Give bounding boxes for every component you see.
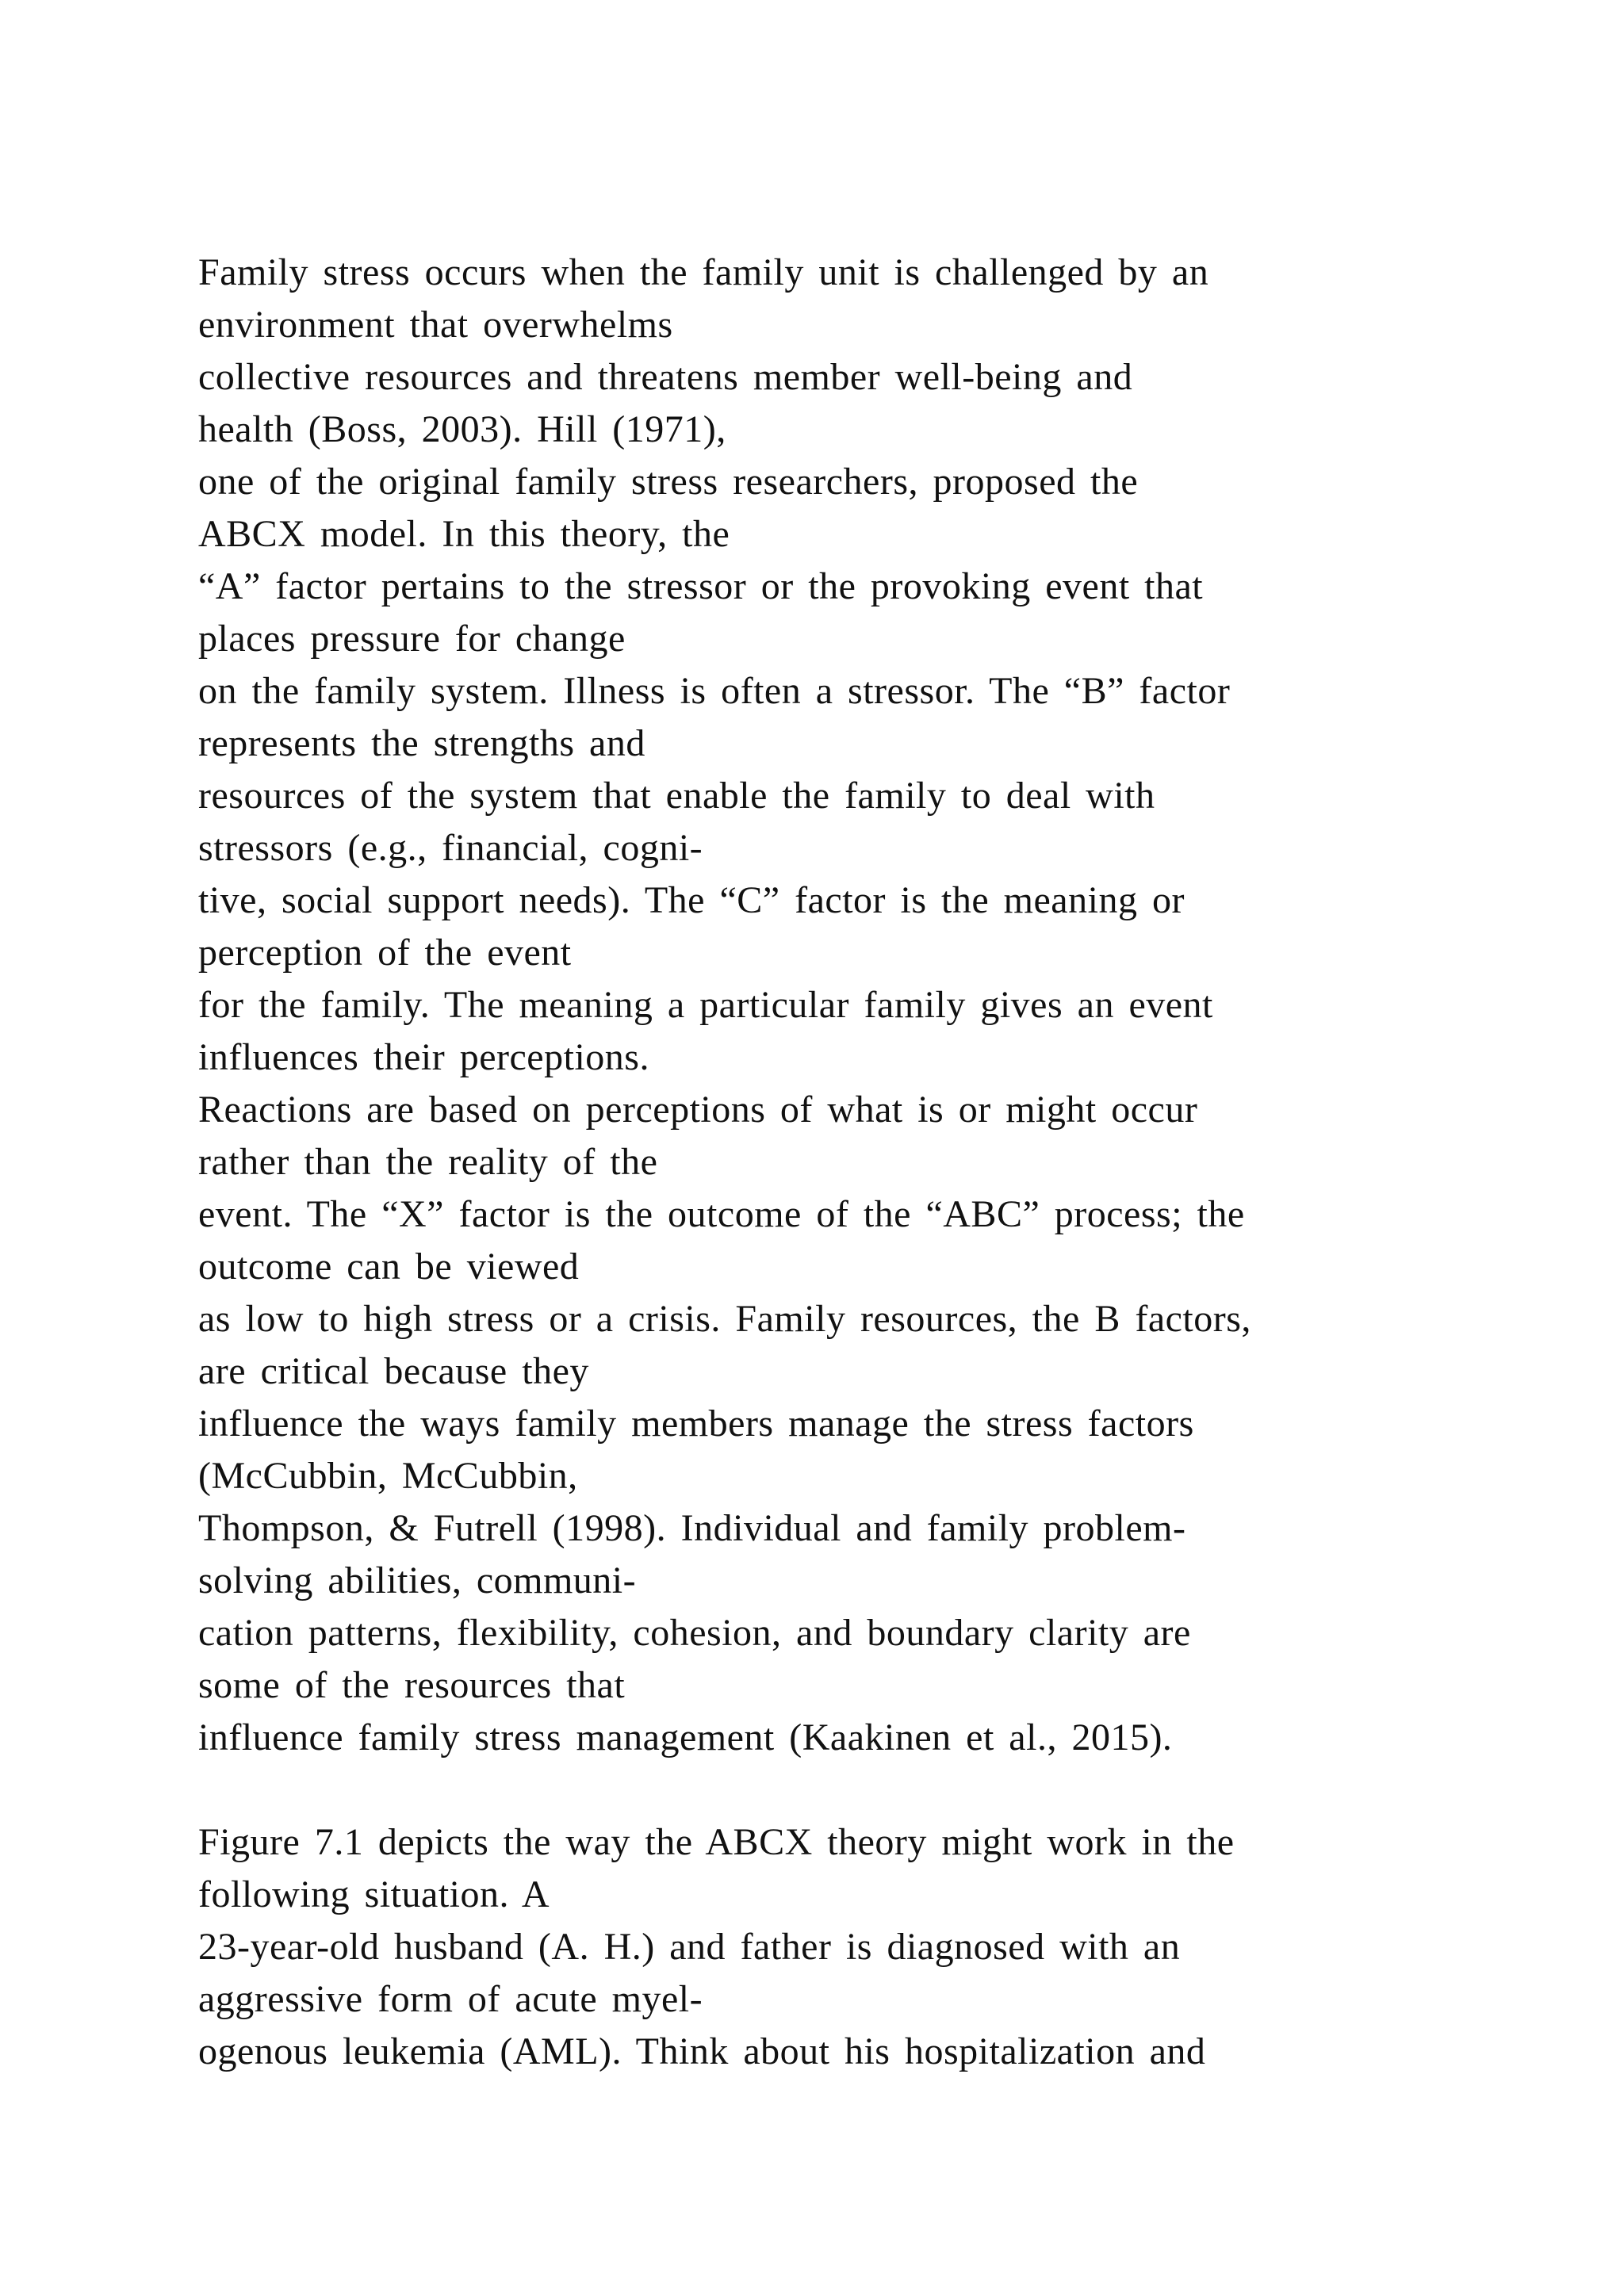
text-line: (McCubbin, McCubbin, (198, 1455, 578, 1497)
text-line: environment that overwhelms (198, 304, 673, 346)
text-line: ogenous leukemia (AML). Think about his hospitalization and (198, 2030, 1206, 2072)
text-line: ABCX model. In this theory, the (198, 513, 730, 555)
text-line: as low to high stress or a crisis. Family resources, the B factors, (198, 1298, 1251, 1340)
text-line: collective resources and threatens member well-being and (198, 356, 1133, 398)
text-line: aggressive form of acute myel- (198, 1978, 703, 2020)
text-line: influence family stress management (Kaakinen et al., 2015). (198, 1716, 1173, 1758)
text-line: places pressure for change (198, 618, 626, 660)
text-line: cation patterns, flexibility, cohesion, and boundary clarity are (198, 1612, 1191, 1654)
text-line: resources of the system that enable the family to deal with (198, 775, 1155, 817)
text-line: for the family. The meaning a particular family gives an event (198, 984, 1213, 1026)
text-line: event. The “X” factor is the outcome of the “ABC” process; the (198, 1193, 1245, 1235)
text-line: represents the strengths and (198, 722, 645, 764)
text-line: influences their perceptions. (198, 1036, 649, 1078)
text-line: solving abilities, communi- (198, 1559, 637, 1601)
text-line: “A” factor pertains to the stressor or the provoking event that (198, 565, 1204, 607)
text-line: one of the original family stress researchers, proposed the (198, 461, 1139, 503)
text-line: are critical because they (198, 1350, 589, 1392)
text-line: health (Boss, 2003). Hill (1971), (198, 408, 726, 450)
text-line: tive, social support needs). The “C” factor is the meaning or (198, 879, 1185, 921)
text-line: influence the ways family members manage the stress factors (198, 1402, 1194, 1445)
text-line: following situation. A (198, 1873, 550, 1915)
text-line: on the family system. Illness is often a stressor. The “B” factor (198, 670, 1231, 712)
text-line: rather than the reality of the (198, 1141, 658, 1183)
text-line: outcome can be viewed (198, 1246, 580, 1288)
text-line: perception of the event (198, 932, 572, 974)
text-line: Figure 7.1 depicts the way the ABCX theory might work in the (198, 1821, 1235, 1863)
text-line: Reactions are based on perceptions of what is or might occur (198, 1089, 1198, 1131)
text-line: stressors (e.g., financial, cogni- (198, 827, 703, 869)
text-line: 23-year-old husband (A. H.) and father is diagnosed with an (198, 1926, 1181, 1968)
text-line: some of the resources that (198, 1664, 626, 1706)
text-line: Family stress occurs when the family unit is challenged by an (198, 251, 1209, 293)
text-line: Thompson, & Futrell (1998). Individual and family problem- (198, 1507, 1186, 1549)
